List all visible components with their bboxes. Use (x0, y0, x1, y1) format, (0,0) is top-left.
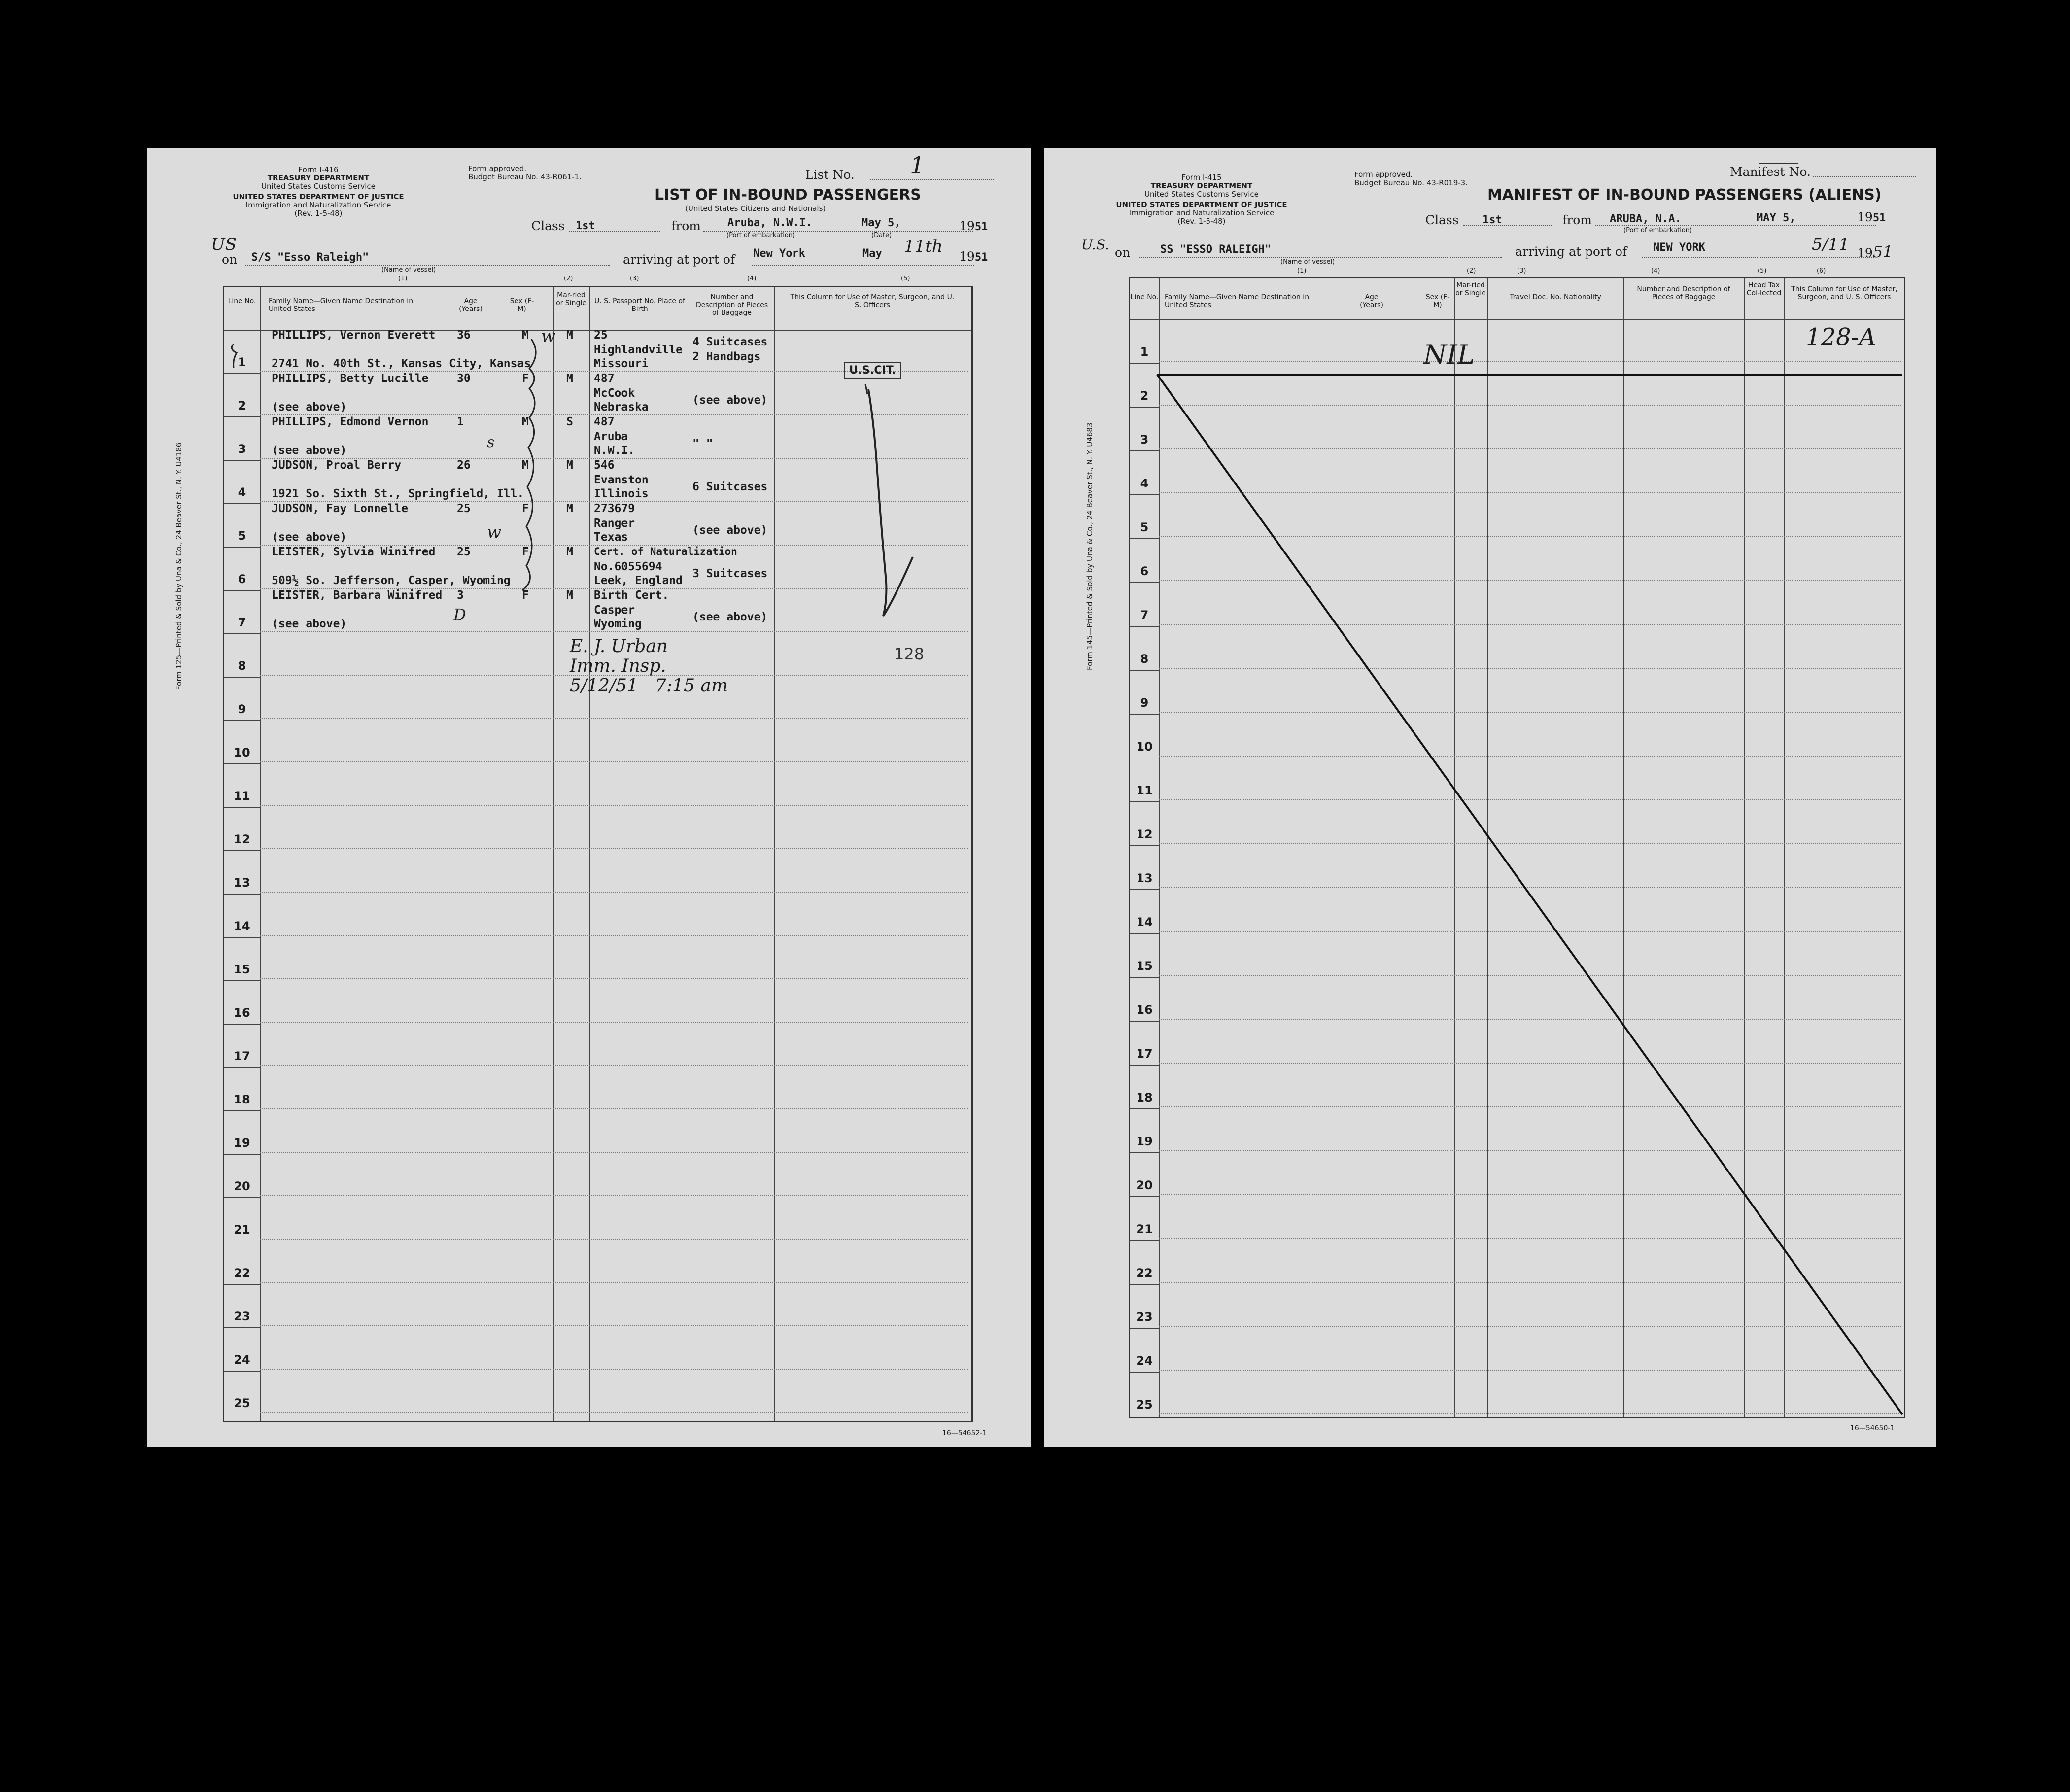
embarkation-port: Aruba, N.W.I. (727, 217, 813, 229)
passenger-age: 36 (457, 329, 471, 342)
header-baggage: Number and Description of Pieces of Baggage (695, 293, 768, 317)
header-married: Mar-ried or Single (556, 291, 586, 307)
arrival-year: 51 (974, 251, 988, 264)
year-prefix: 19 (1857, 210, 1873, 224)
column-number-2: (2) (564, 275, 573, 282)
line-number: 9 (238, 702, 246, 716)
line-number: 20 (1136, 1178, 1153, 1192)
passport-number: 487 (594, 415, 615, 428)
passenger-marital-status: M (566, 459, 573, 472)
arrival-date-handwritten: 5/11 (1812, 235, 1850, 254)
line-number: 6 (238, 572, 246, 586)
us-citizen-stamp: U.S.CIT. (844, 362, 901, 379)
treasury-department: TREASURY DEPARTMENT (267, 173, 370, 182)
column-number-3: (3) (630, 275, 639, 282)
from-label: from (671, 219, 701, 233)
arrival-year-prefix: 19 (1857, 246, 1873, 260)
form-footer-number: 16—54652-1 (942, 1429, 987, 1437)
line-number: 2 (1140, 389, 1149, 403)
line-number: 14 (1136, 915, 1153, 929)
us-handwritten-mark: U.S. (1081, 237, 1110, 253)
passenger-sex: F (522, 502, 529, 515)
line-number: 3 (1140, 433, 1149, 447)
column-number-5: (5) (901, 275, 910, 282)
form-number: Form I-416 (298, 165, 339, 174)
line-number: 13 (1136, 871, 1153, 885)
printer-imprint: Form 145—Printed & Sold by Una & Co., 24 Beaver St., N. Y. U4683 (1085, 422, 1094, 670)
line-number: 25 (234, 1396, 250, 1410)
column-number-2: (2) (1467, 267, 1476, 275)
line-number: 10 (234, 746, 250, 759)
vessel-name: S/S "Esso Raleigh" (251, 251, 369, 264)
vessel-caption: (Name of vessel) (381, 266, 436, 274)
destination-address: (see above) (272, 401, 347, 414)
baggage-description: (see above) (692, 524, 768, 537)
list-number-value: 1 (910, 152, 925, 179)
inspector-signature: E. J. Urban (570, 636, 668, 656)
line-number: 21 (234, 1223, 250, 1237)
header-officers: This Column for Use of Master, Surgeon, and U. S. Officers (790, 293, 955, 309)
passenger-name: JUDSON, Proal Berry (272, 459, 402, 472)
header-passport: U. S. Passport No. Place of Birth (594, 297, 685, 313)
line-number: 18 (234, 1093, 250, 1106)
line-number: 13 (234, 876, 250, 890)
line-number: 22 (234, 1266, 250, 1280)
handwritten-mark: w (487, 522, 502, 542)
form-footer-number: 16—54650-1 (1850, 1424, 1895, 1432)
budget-number: Budget Bureau No. 43-R019-3. (1354, 178, 1468, 187)
arrival-port: NEW YORK (1653, 241, 1705, 254)
line-number: 17 (1136, 1047, 1153, 1061)
line-number: 15 (1136, 959, 1153, 973)
handwritten-mark: D (453, 605, 466, 624)
arriving-label: arriving at port of (1515, 244, 1627, 259)
handwritten-mark: s (487, 434, 495, 451)
header-name: Family Name—Given Name Destination in United States (269, 297, 414, 313)
line-number: 4 (238, 485, 246, 499)
handwritten-mark: w (541, 326, 556, 346)
year-prefix: 19 (959, 219, 975, 233)
line-number: 25 (1136, 1398, 1153, 1412)
passport-number: 487 (594, 372, 615, 385)
passport-number: 546 (594, 459, 615, 472)
header-line-no: Line No. (228, 297, 256, 305)
passport-number: Cert. of Naturalization (594, 546, 737, 557)
passenger-name: PHILLIPS, Edmond Vernon (272, 415, 429, 428)
birth-place: McCook (594, 387, 635, 400)
budget-number: Budget Bureau No. 43-R061-1. (468, 172, 582, 181)
birth-place: Leek, England (594, 574, 683, 587)
passenger-marital-status: M (566, 329, 573, 342)
passenger-sex: M (522, 329, 529, 342)
birth-place: N.W.I. (594, 444, 635, 457)
class-label: Class (531, 219, 565, 233)
passenger-name: JUDSON, Fay Lonnelle (272, 502, 408, 515)
line-number: 5 (1140, 520, 1149, 534)
officer-number-stamp: 128 (894, 645, 925, 663)
handwritten-annotations (147, 148, 1031, 1447)
passenger-name: LEISTER, Barbara Winifred (272, 589, 443, 602)
year-value: 51 (974, 221, 988, 233)
baggage-description: 3 Suitcases (692, 567, 768, 580)
arrival-day-handwritten: 11th (904, 237, 943, 256)
header-age: Age (Years) (1360, 293, 1383, 309)
birth-place: Illinois (594, 487, 649, 500)
baggage-description: 6 Suitcases (692, 481, 768, 493)
inspector-date: 5/12/51 (570, 676, 638, 696)
birth-place: Wyoming (594, 618, 642, 630)
line-number: 22 (1136, 1266, 1153, 1280)
header-officers: This Column for Use of Master, Surgeon, and U. S. Officers (1791, 285, 1898, 301)
class-label: Class (1425, 213, 1459, 227)
birth-place: Nebraska (594, 401, 649, 414)
header-head-tax: Head Tax Col-lected (1746, 281, 1782, 297)
passenger-marital-status: M (566, 502, 573, 515)
line-number: 12 (1136, 827, 1153, 841)
birth-place: Texas (594, 531, 628, 544)
line-number: 9 (1140, 696, 1149, 710)
header-married: Mar-ried or Single (1455, 281, 1486, 297)
line-number: 16 (1136, 1003, 1153, 1017)
line-number: 6 (1140, 564, 1149, 578)
birth-place: Highlandville (594, 344, 683, 356)
departure-date: May 5, (862, 217, 901, 229)
column-number-4: (4) (747, 275, 757, 282)
arrival-year-prefix: 19 (959, 249, 975, 264)
passenger-age: 1 (457, 415, 464, 428)
arrival-year: 51 (1872, 242, 1893, 261)
line-number: 7 (1140, 608, 1149, 622)
from-label: from (1562, 213, 1592, 227)
page-title: MANIFEST OF IN-BOUND PASSENGERS (ALIENS) (1487, 186, 1882, 204)
customs-service: United States Customs Service (261, 182, 376, 191)
manifest-number-label: Manifest No. (1730, 165, 1811, 179)
citizens-passenger-list-page (147, 148, 1031, 1447)
page-subtitle: (United States Citizens and Nationals) (685, 204, 826, 213)
passenger-sex: F (522, 372, 529, 385)
cancellation-strike (1044, 148, 1936, 1447)
treasury-department: TREASURY DEPARTMENT (1150, 181, 1253, 190)
printer-imprint: Form 125—Printed & Sold by Una & Co., 24 Beaver St., N. Y. U4186 (174, 442, 183, 690)
on-label: on (222, 252, 238, 267)
destination-address: (see above) (272, 531, 347, 544)
passenger-age: 26 (457, 459, 471, 472)
aliens-manifest-page (1044, 148, 1936, 1447)
passport-number: 273679 (594, 502, 635, 515)
line-number: 3 (238, 442, 246, 456)
vessel-name: SS "ESSO RALEIGH" (1160, 243, 1272, 256)
embarkation-port: ARUBA, N.A. (1610, 213, 1682, 225)
passenger-marital-status: M (566, 546, 573, 558)
embarkation-caption: (Port of embarkation) (726, 232, 795, 239)
line-number: 24 (1136, 1354, 1153, 1368)
arrival-month: May (862, 247, 882, 260)
year-value: 51 (1872, 212, 1886, 224)
line-number: 23 (1136, 1310, 1153, 1324)
line-number: 15 (234, 963, 250, 976)
form-approved: Form approved. (1354, 170, 1413, 179)
ins-service: Immigration and Naturalization Service (1129, 208, 1275, 217)
line-number: 12 (234, 832, 250, 846)
birth-place: Missouri (594, 357, 649, 370)
revision: (Rev. 1-5-48) (1177, 217, 1226, 226)
ins-service: Immigration and Naturalization Service (245, 201, 391, 209)
passenger-marital-status: M (566, 589, 573, 602)
line-number: 11 (1136, 784, 1153, 797)
class-value: 1st (1483, 214, 1502, 226)
line-number: 20 (234, 1179, 250, 1193)
list-number-label: List No. (805, 168, 855, 182)
line-number: 19 (1136, 1135, 1153, 1148)
baggage-description: (see above) (692, 394, 768, 407)
passenger-sex: F (522, 589, 529, 602)
justice-department: UNITED STATES DEPARTMENT OF JUSTICE (1116, 200, 1287, 209)
passenger-age: 25 (457, 502, 471, 515)
form-number: Form I-415 (1181, 173, 1222, 182)
nil-handwritten-mark: NIL (1423, 339, 1475, 370)
passenger-age: 25 (457, 546, 471, 558)
inspector-time: 7:15 am (655, 676, 728, 696)
line-number: 14 (234, 919, 250, 933)
inspector-title: Imm. Insp. (570, 656, 666, 676)
destination-address: 1921 So. Sixth St., Springfield, Ill. (272, 487, 524, 500)
birth-place: Ranger (594, 517, 635, 530)
form-approved: Form approved. (468, 164, 527, 173)
passenger-marital-status: S (566, 415, 573, 428)
baggage-description: (see above) (692, 611, 768, 623)
header-line-no: Line No. (1130, 293, 1159, 301)
birth-place: Evanston (594, 474, 649, 486)
destination-address: (see above) (272, 618, 347, 630)
us-handwritten-mark: US (211, 235, 237, 254)
revision: (Rev. 1-5-48) (294, 209, 343, 218)
destination-address: (see above) (272, 444, 347, 457)
baggage-description: " " (692, 437, 713, 450)
header-sex: Sex (F-M) (510, 297, 534, 313)
passport-number: Birth Cert. (594, 589, 669, 602)
destination-address: 509½ So. Jefferson, Casper, Wyoming (272, 574, 511, 587)
page-title: LIST OF IN-BOUND PASSENGERS (655, 186, 921, 204)
line-number: 5 (238, 529, 246, 543)
passenger-sex: M (522, 459, 529, 472)
passenger-age: 3 (457, 589, 464, 602)
line-number: 2 (238, 399, 246, 413)
line-number: 11 (234, 789, 250, 803)
column-number-3: (3) (1517, 267, 1526, 275)
passenger-sex: M (522, 415, 529, 428)
header-name: Family Name—Given Name Destination in United States (1165, 293, 1310, 309)
line-number: 1 (1140, 345, 1149, 359)
on-label: on (1115, 245, 1131, 260)
vessel-caption: (Name of vessel) (1280, 258, 1335, 266)
passenger-name: PHILLIPS, Vernon Everett (272, 329, 436, 342)
justice-department: UNITED STATES DEPARTMENT OF JUSTICE (233, 192, 404, 201)
departure-date: MAY 5, (1757, 212, 1796, 224)
baggage-description: 2 Handbags (692, 350, 761, 363)
destination-address: 2741 No. 40th St., Kansas City, Kansas (272, 357, 531, 370)
embarkation-caption: (Port of embarkation) (1623, 227, 1692, 234)
baggage-description: 4 Suitcases (692, 336, 768, 348)
passenger-name: LEISTER, Sylvia Winifred (272, 546, 436, 558)
column-number-6: (6) (1817, 267, 1826, 275)
vessel-column-number: (1) (398, 275, 408, 282)
line-number: 8 (1140, 652, 1149, 666)
customs-service: United States Customs Service (1144, 190, 1259, 199)
manifest-number-handwritten: 128-A (1806, 323, 1876, 351)
line-number: 16 (234, 1006, 250, 1020)
birth-place: No.6055694 (594, 560, 662, 573)
line-number: 24 (234, 1353, 250, 1367)
date-caption: (Date) (871, 232, 892, 239)
column-number-4: (4) (1651, 267, 1660, 275)
birth-place: Casper (594, 604, 635, 617)
passenger-name: PHILLIPS, Betty Lucille (272, 372, 429, 385)
passenger-marital-status: M (566, 372, 573, 385)
vessel-column-number: (1) (1297, 267, 1307, 275)
passport-number: 25 (594, 329, 608, 342)
arrival-port: New York (753, 247, 805, 260)
header-sex: Sex (F-M) (1425, 293, 1450, 309)
column-number-5: (5) (1758, 267, 1767, 275)
line-number: 1 (238, 355, 246, 369)
header-travel-doc: Travel Doc. No. Nationality (1510, 293, 1601, 301)
passenger-sex: F (522, 546, 529, 558)
birth-place: Aruba (594, 430, 628, 443)
line-number: 10 (1136, 740, 1153, 754)
line-number: 19 (234, 1136, 250, 1150)
line-number: 4 (1140, 477, 1149, 490)
inspector-signature-block (570, 637, 728, 696)
line-number: 7 (238, 616, 246, 629)
arriving-label: arriving at port of (623, 252, 735, 267)
line-number: 8 (238, 659, 246, 673)
line-number: 18 (1136, 1091, 1153, 1104)
header-age: Age (Years) (459, 297, 483, 313)
passenger-age: 30 (457, 372, 471, 385)
line-number: 23 (234, 1310, 250, 1323)
class-value: 1st (576, 220, 595, 232)
header-baggage: Number and Description of Pieces of Baggage (1637, 285, 1730, 301)
line-number: 21 (1136, 1222, 1153, 1236)
line-number: 17 (234, 1049, 250, 1063)
